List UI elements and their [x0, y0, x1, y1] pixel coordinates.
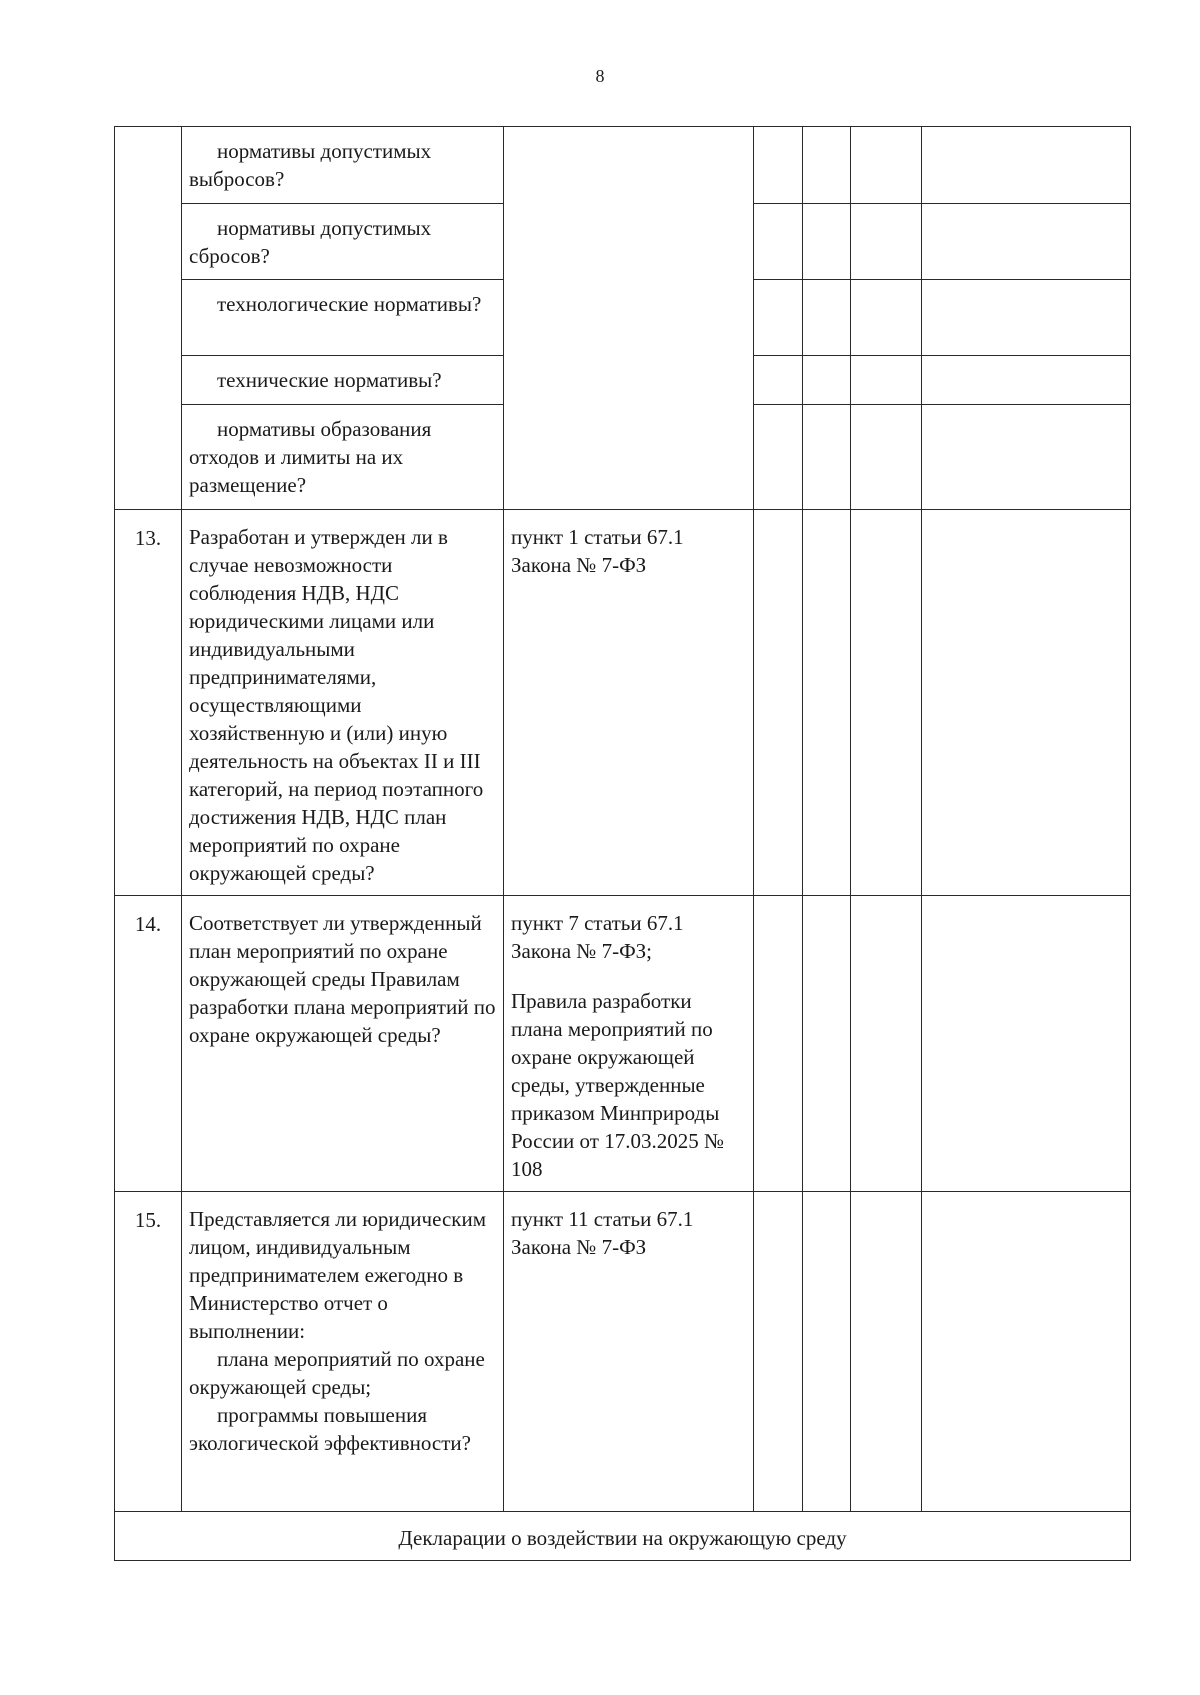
- legal-basis-text: пункт 1 статьи 67.1 Закона № 7-ФЗ: [511, 525, 684, 577]
- question-sub-item: плана мероприятий по охране окружающей среды;: [189, 1347, 485, 1399]
- legal-basis-text: пункт 11 статьи 67.1 Закона № 7-ФЗ: [511, 1207, 694, 1259]
- answer-na-cell[interactable]: [851, 127, 922, 204]
- table-row: [115, 1192, 1131, 1512]
- note-cell[interactable]: [922, 896, 1131, 1192]
- answer-no-cell[interactable]: [803, 356, 851, 405]
- answer-yes-cell[interactable]: [754, 896, 803, 1192]
- answer-na-cell[interactable]: [851, 896, 922, 1192]
- answer-no-cell[interactable]: [803, 127, 851, 204]
- sub-question-text: нормативы образования отходов и лимиты на их размещение?: [189, 417, 432, 497]
- answer-no-cell[interactable]: [803, 1192, 851, 1512]
- note-cell[interactable]: [922, 405, 1131, 510]
- question-cell: [182, 1192, 504, 1512]
- number-cell-empty: [115, 127, 182, 510]
- question-text: Представляется ли юридическим лицом, индивидуальным предпринимателем ежегодно в Министерство отчет о выполнении:: [189, 1207, 487, 1343]
- answer-yes-cell[interactable]: [754, 280, 803, 356]
- sub-question-text: технические нормативы?: [217, 368, 442, 392]
- answer-yes-cell[interactable]: [754, 204, 803, 280]
- sub-question-cell: [182, 127, 504, 204]
- answer-na-cell[interactable]: [851, 510, 922, 896]
- sub-question-text: нормативы допустимых сбросов?: [189, 216, 432, 268]
- answer-na-cell[interactable]: [851, 405, 922, 510]
- answer-no-cell[interactable]: [803, 405, 851, 510]
- question-cell: [182, 896, 504, 1192]
- legal-basis-cell-empty: [504, 127, 754, 510]
- note-cell[interactable]: [922, 280, 1131, 356]
- legal-basis-cell: [504, 1192, 754, 1512]
- note-cell[interactable]: [922, 510, 1131, 896]
- answer-yes-cell[interactable]: [754, 356, 803, 405]
- legal-basis-cell: [504, 510, 754, 896]
- note-cell[interactable]: [922, 204, 1131, 280]
- question-cell: [182, 510, 504, 896]
- answer-na-cell[interactable]: [851, 204, 922, 280]
- answer-na-cell[interactable]: [851, 356, 922, 405]
- sub-question-cell: [182, 405, 504, 510]
- table-row: [115, 127, 1131, 204]
- question-text: Соответствует ли утвержденный план мероприятий по охране окружающей среды Правилам разработки плана мероприятий по охране окружающей среды?: [189, 911, 496, 1047]
- note-cell[interactable]: [922, 356, 1131, 405]
- item-number: 15.: [115, 1192, 182, 1512]
- answer-na-cell[interactable]: [851, 280, 922, 356]
- table-row: [115, 1512, 1131, 1561]
- item-number: 14.: [115, 896, 182, 1192]
- sub-question-text: технологические нормативы?: [217, 292, 482, 316]
- sub-question-cell: [182, 280, 504, 356]
- question-text: Разработан и утвержден ли в случае невозможности соблюдения НДВ, НДС юридическими лицами или индивидуальными предпринимателями, осуществляющими хозяйственную и (или) иную деятельность на объектах II и III категорий, на период поэтапного достижения НДВ, НДС план мероприятий по охране окружающей среды?: [189, 525, 484, 885]
- section-heading: Декларации о воздействии на окружающую среду: [115, 1512, 1131, 1561]
- answer-na-cell[interactable]: [851, 1192, 922, 1512]
- item-number: 13.: [115, 510, 182, 896]
- sub-question-cell: [182, 356, 504, 405]
- answer-yes-cell[interactable]: [754, 405, 803, 510]
- table-row: [115, 896, 1131, 1192]
- question-sub-item: программы повышения экологической эффективности?: [189, 1403, 471, 1455]
- table-row: [115, 510, 1131, 896]
- note-cell[interactable]: [922, 127, 1131, 204]
- legal-basis-text: пункт 7 статьи 67.1 Закона № 7-ФЗ;: [511, 911, 684, 963]
- answer-no-cell[interactable]: [803, 510, 851, 896]
- checklist-table: [114, 126, 1131, 1561]
- answer-no-cell[interactable]: [803, 896, 851, 1192]
- legal-basis-cell: [504, 896, 754, 1192]
- page-number: 8: [595, 66, 605, 86]
- note-cell[interactable]: [922, 1192, 1131, 1512]
- answer-yes-cell[interactable]: [754, 510, 803, 896]
- answer-yes-cell[interactable]: [754, 1192, 803, 1512]
- sub-question-text: нормативы допустимых выбросов?: [189, 139, 432, 191]
- legal-basis-text: Правила разработки плана мероприятий по охране окружающей среды, утвержденные приказом Минприроды России от 17.03.2025 № 108: [511, 989, 724, 1181]
- answer-no-cell[interactable]: [803, 204, 851, 280]
- answer-no-cell[interactable]: [803, 280, 851, 356]
- answer-yes-cell[interactable]: [754, 127, 803, 204]
- sub-question-cell: [182, 204, 504, 280]
